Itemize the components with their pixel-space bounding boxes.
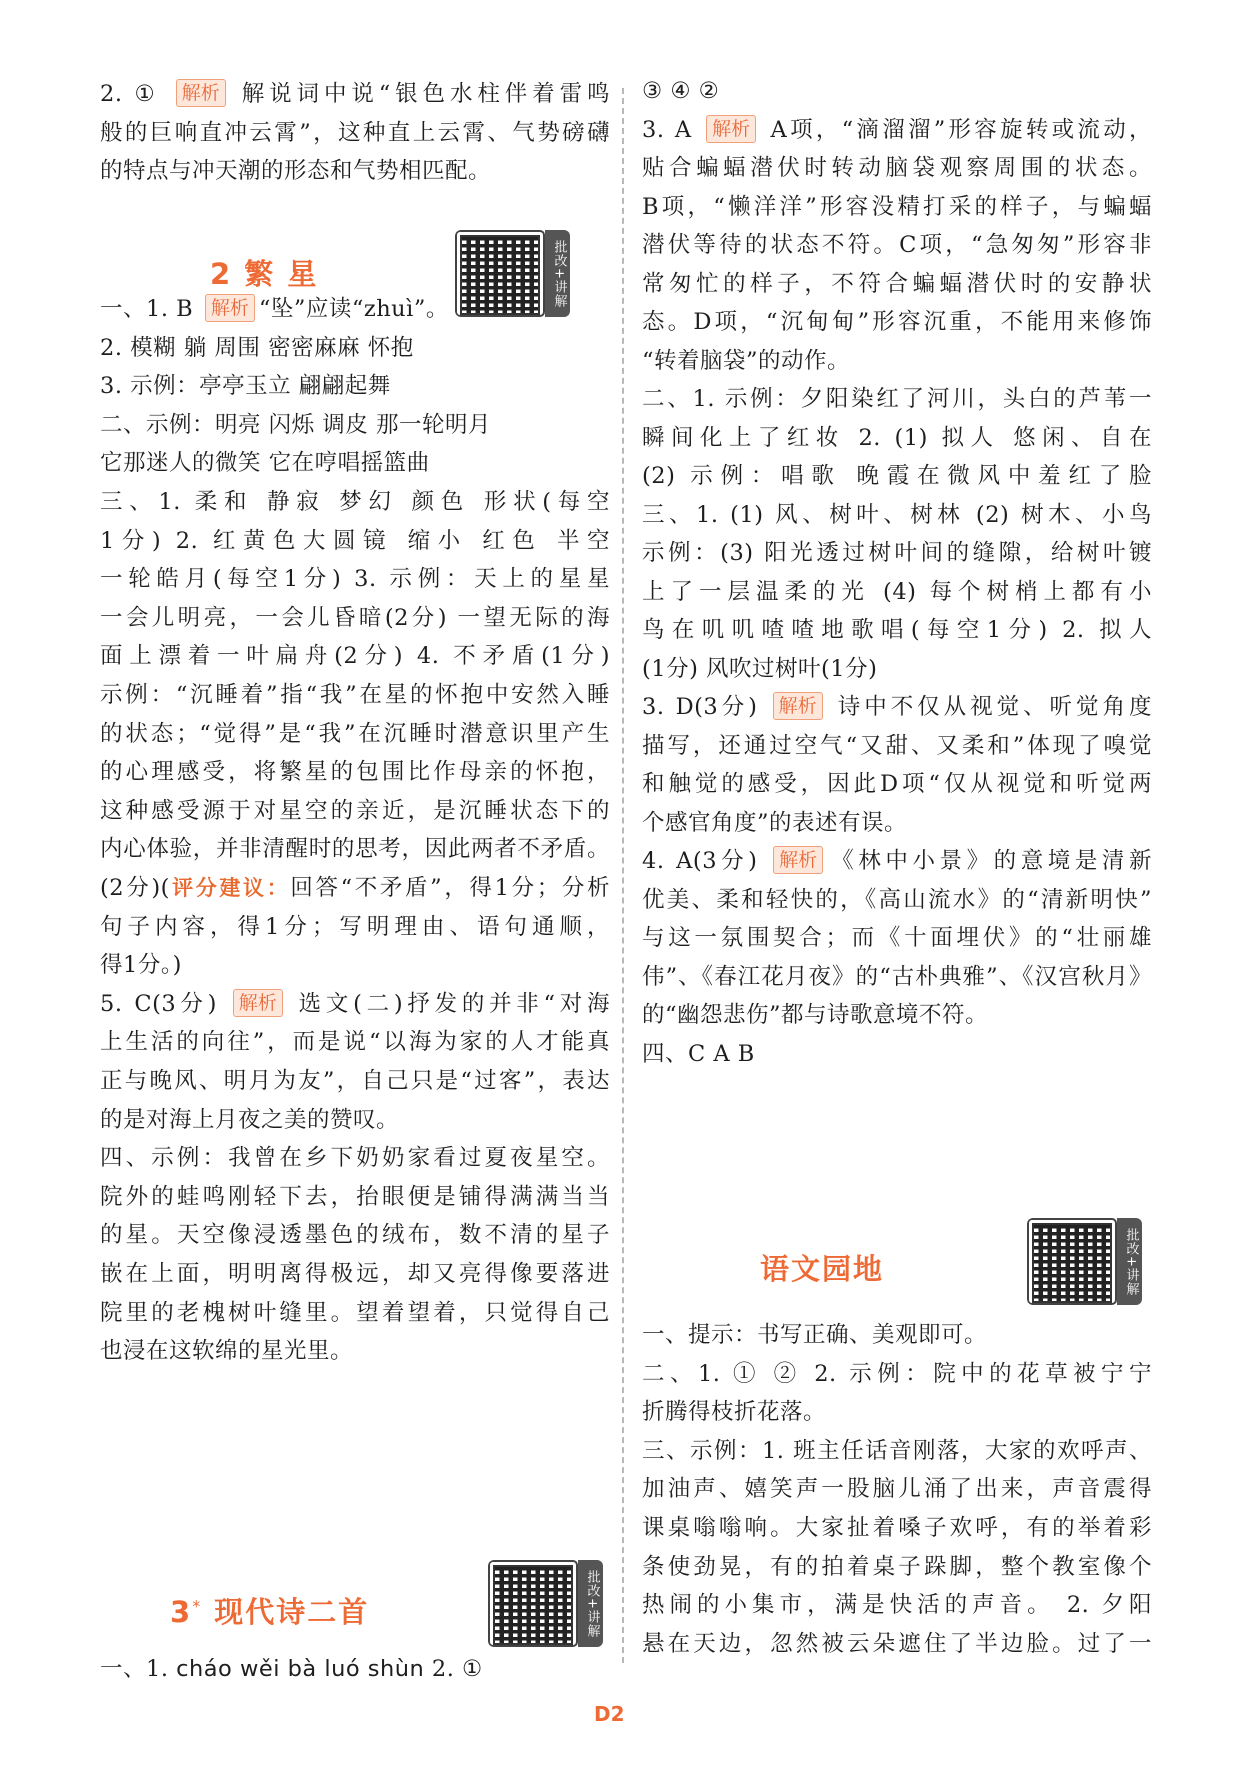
qr-code-icon: [493, 1565, 573, 1645]
line-text: 二、1. 示例：夕阳染红了河川，头白的芦苇一: [642, 386, 1152, 412]
text-line: [642, 496, 1152, 534]
text-line: [642, 650, 1152, 688]
line-text: (2分)(: [100, 875, 170, 901]
qr-label: 批改+讲解: [545, 230, 570, 317]
line-text: 态。D项，“沉甸甸”形容沉重，不能用来修饰: [642, 309, 1152, 335]
section-title-modern-poems: 3* 现代诗二首: [170, 1595, 370, 1629]
line-text: 院里的老槐树叶缝里。望着望着，只觉得自己: [100, 1299, 610, 1326]
text-line: [642, 765, 1152, 803]
line-text: 三、示例：1. 班主任话音刚落，大家的欢呼声、: [642, 1437, 1152, 1464]
line-text: 正与晚风、明月为友”，自己只是“过客”，表达: [100, 1068, 610, 1094]
text-line: [100, 1139, 610, 1177]
line-text: 4. A(3分): [642, 848, 770, 874]
text-line: [642, 380, 1152, 418]
line-text: 2. ①: [100, 81, 172, 107]
line-text: 四、C A B: [642, 1040, 755, 1067]
line-text: 回答“不矛盾”，得1分；分析: [290, 875, 611, 901]
line-text: (1分) 风吹过树叶(1分): [642, 655, 878, 682]
line-text: 的星。天空像浸透墨色的绒布，数不清的星子: [100, 1222, 610, 1249]
text-line: [100, 1255, 610, 1293]
text-line: [642, 688, 1152, 726]
line-text: 也浸在这软绵的星光里。: [100, 1338, 354, 1365]
text-line: [642, 1393, 1152, 1431]
text-line: [100, 1216, 610, 1254]
text-line: [642, 842, 1152, 880]
text-line: [100, 329, 610, 367]
text-line: [642, 919, 1152, 957]
line-text: 的是对海上月夜之美的赞叹。: [100, 1106, 400, 1133]
text-line: [100, 599, 610, 637]
text-line: [642, 1470, 1152, 1508]
text-line: [642, 1625, 1152, 1663]
line-text: 加油声、嬉笑声一股脑儿涌了出来，声音震得: [642, 1476, 1152, 1503]
text-line: [100, 406, 610, 444]
qr-code-block-2[interactable]: [488, 1560, 603, 1647]
text-line: [100, 676, 610, 714]
line-text: 得1分。): [100, 952, 182, 979]
line-text: 面上漂着一叶扁舟(2分) 4. 不矛盾(1分): [100, 643, 610, 670]
line-text: 贴合蝙蝠潜伏时转动脑袋观察周围的状态。: [642, 155, 1152, 181]
line-text: (2) 示例：唱歌 晚霞在微风中羞红了脸: [642, 463, 1152, 489]
line-text: 折腾得枝折花落。: [642, 1399, 827, 1426]
line-text: 一轮皓月(每空1分) 3. 示例：天上的星星: [100, 566, 610, 593]
qr-code-icon: [1032, 1223, 1112, 1303]
text-line: [642, 534, 1152, 572]
text-line: [642, 303, 1152, 341]
text-line: [100, 522, 610, 560]
text-line: [642, 342, 1152, 380]
text-line: [642, 1316, 1152, 1354]
line-text: 的状态；“觉得”是“我”在沉睡时潜意识里产生: [100, 720, 610, 747]
analysis-tag: 解析: [233, 989, 283, 1017]
line-text: 课桌嗡嗡响。大家扯着嗓子欢呼，有的举着彩: [642, 1515, 1152, 1541]
text-line: [642, 996, 1152, 1034]
text-line: [642, 611, 1152, 649]
text-line: [100, 946, 610, 984]
line-text: 它那迷人的微笑 它在哼唱摇篮曲: [100, 450, 430, 477]
qr-code-icon: [460, 235, 540, 315]
line-text: A项，“滴溜溜”形容旋转或流动，: [760, 116, 1152, 143]
line-text: 选文(二)抒发的并非“对海: [286, 990, 610, 1017]
text-line: [100, 715, 610, 753]
analysis-tag: 解析: [176, 79, 226, 107]
line-text: 二、1. ① ② 2. 示例：院中的花草被宁宁: [642, 1360, 1152, 1387]
line-text: 和触觉的感受，因此D项“仅从视觉和听觉两: [642, 771, 1152, 797]
line-text: 的心理感受，将繁星的包围比作母亲的怀抱，: [100, 759, 610, 786]
text-line: [642, 72, 1152, 110]
qr-code-block-1[interactable]: [455, 230, 570, 317]
line-text: 解说词中说“银色水柱伴着雷鸣: [229, 81, 610, 107]
text-line: [642, 419, 1152, 457]
line-text: 上了一层温柔的光 (4) 每个树梢上都有小: [642, 578, 1152, 605]
line-text: 这种感受源于对星空的亲近，是沉睡状态下的: [100, 797, 610, 824]
line-text: 嵌在上面，明明离得极远，却又亮得像要落进: [100, 1261, 610, 1287]
text-line: [642, 727, 1152, 765]
section-title-fanxing: 2 繁 星: [210, 257, 319, 291]
line-text: 3. 示例：亭亭玉立 翩翩起舞: [100, 373, 391, 400]
line-text: 个感官角度”的表述有误。: [642, 809, 908, 836]
line-text: 三、1. (1) 风、树叶、树林 (2) 树木、小鸟: [642, 501, 1152, 528]
text-line: [100, 152, 610, 190]
line-text: 示例：(3) 阳光透过树叶间的缝隙，给树叶镀: [642, 540, 1152, 566]
line-text: B项，“懒洋洋”形容没精打采的样子，与蝙蝠: [642, 193, 1152, 220]
line-text: 一、1.: [100, 1656, 177, 1682]
text-line: [100, 1294, 610, 1332]
text-line: [642, 188, 1152, 226]
line-text: 2. 模糊 躺 周围 密密麻麻 怀抱: [100, 334, 414, 361]
text-line: [100, 483, 610, 521]
line-text: 描写，还通过空气“又甜、又柔和”体现了嗅觉: [642, 732, 1152, 759]
line-text: 示例：“沉睡着”指“我”在星的怀抱中安然入睡: [100, 682, 610, 708]
line-text: 《林中小景》的意境是清新: [827, 848, 1152, 874]
line-text: 与这一氛围契合；而《十面埋伏》的“壮丽雄: [642, 925, 1152, 951]
analysis-tag: 解析: [205, 294, 255, 322]
section-title-yuwen-yuandi: 语文园地: [760, 1252, 885, 1286]
pinyin-answers: cháo wěi bà luó shùn: [176, 1656, 425, 1682]
line-text: 潜伏等待的状态不符。C项，“急匆匆”形容非: [642, 232, 1152, 258]
line-text: 条使劲晃，有的拍着桌子跺脚，整个教室像个: [642, 1553, 1152, 1580]
text-line: [100, 753, 610, 791]
qr-code-block-3[interactable]: [1027, 1218, 1142, 1305]
text-line: [100, 830, 610, 868]
line-text: 3. A: [642, 116, 703, 143]
text-line: [100, 1101, 610, 1139]
text-line: [642, 573, 1152, 611]
line-text: 3. D(3分): [642, 694, 769, 720]
text-line: [100, 637, 610, 675]
line-text: 鸟在叽叽喳喳地歌唱(每空1分) 2. 拟人: [642, 617, 1152, 643]
line-text: ③ ④ ②: [642, 78, 720, 104]
text-line: [100, 444, 610, 482]
text-line: [642, 226, 1152, 264]
text-line: [100, 908, 610, 946]
line-text: 一、提示：书写正确、美观即可。: [642, 1322, 988, 1348]
line-text: 上生活的向往”，而是说“以海为家的人才能真: [100, 1029, 610, 1056]
analysis-tag: 解析: [773, 846, 823, 874]
text-line: [100, 75, 610, 113]
line-text: 诗中不仅从视觉、听觉角度: [826, 694, 1152, 720]
line-text: 内心体验，并非清醒时的思考，因此两者不矛盾。: [100, 836, 610, 863]
text-line: [100, 792, 610, 830]
line-text: 热闹的小集市，满是快活的声音。 2. 夕阳: [642, 1592, 1152, 1619]
analysis-tag: 解析: [773, 692, 823, 720]
text-line: [642, 457, 1152, 495]
text-line: [642, 1586, 1152, 1624]
line-text: 5. C(3分): [100, 990, 229, 1017]
text-line: [642, 1355, 1152, 1393]
line-text: 的“幽怨悲伤”都与诗歌意境不符。: [642, 1002, 989, 1028]
text-line: [642, 149, 1152, 187]
line-text: 伟”、《春江花月夜》的“古朴典雅”、《汉宫秋月》: [642, 963, 1152, 990]
text-line: [100, 1178, 610, 1216]
text-line: [100, 869, 610, 907]
text-line: [642, 1035, 1152, 1073]
line-text: 一、1. B: [100, 296, 201, 322]
line-text: “转着脑袋”的动作。: [642, 347, 851, 374]
text-line: [642, 111, 1152, 149]
text-line: [100, 560, 610, 598]
line-text: 瞬间化上了红妆 2. (1) 拟人 悠闲、自在: [642, 424, 1152, 451]
text-line: [642, 265, 1152, 303]
text-line: [642, 1509, 1152, 1547]
scoring-advice-label: 评分建议：: [169, 876, 291, 900]
line-text: 1分) 2. 红黄色大圆镜 缩小 红色 半空: [100, 527, 610, 554]
text-line: [642, 1432, 1152, 1470]
line-text: 三、1. 柔和 静寂 梦幻 颜色 形状(每空: [100, 489, 610, 515]
line-text: 常匆忙的样子，不符合蝙蝠潜伏时的安静状: [642, 270, 1152, 297]
line-text: 一会儿明亮，一会儿昏暗(2分) 一望无际的海: [100, 604, 610, 631]
qr-label: 批改+讲解: [1117, 1218, 1142, 1305]
line-text: 院外的蛙鸣刚轻下去，抬眼便是铺得满满当当: [100, 1183, 610, 1210]
page-number: D2: [594, 1702, 625, 1726]
line-text: 优美、柔和轻快的，《高山流水》的“清新明快”: [642, 886, 1152, 913]
line-text: 般的巨响直冲云霄”，这种直上云霄、气势磅礴: [100, 119, 610, 146]
text-line: [642, 881, 1152, 919]
text-line: [642, 1548, 1152, 1586]
line-text: 2. ①: [424, 1656, 483, 1682]
line-text: 二、示例：明亮 闪烁 调皮 那一轮明月: [100, 411, 491, 438]
text-line: [100, 985, 610, 1023]
line-text: 四、示例：我曾在乡下奶奶家看过夏夜星空。: [100, 1145, 610, 1172]
text-line: [100, 1023, 610, 1061]
line-text: 悬在天边，忽然被云朵遮住了半边脸。过了一: [642, 1630, 1152, 1657]
text-line: [642, 804, 1152, 842]
line-text: “坠”应读“zhuì”。: [258, 296, 449, 322]
analysis-tag: 解析: [706, 115, 756, 143]
text-line: [100, 367, 610, 405]
text-line: [100, 1332, 610, 1370]
text-line: [100, 1650, 610, 1688]
line-text: 的特点与冲天潮的形态和气势相匹配。: [100, 158, 492, 184]
text-line: [642, 958, 1152, 996]
line-text: 句子内容，得1分；写明理由、语句通顺，: [100, 913, 610, 940]
column-divider: [622, 88, 624, 1663]
text-line: [100, 114, 610, 152]
text-line: [100, 1062, 610, 1100]
qr-label: 批改+讲解: [578, 1560, 603, 1647]
